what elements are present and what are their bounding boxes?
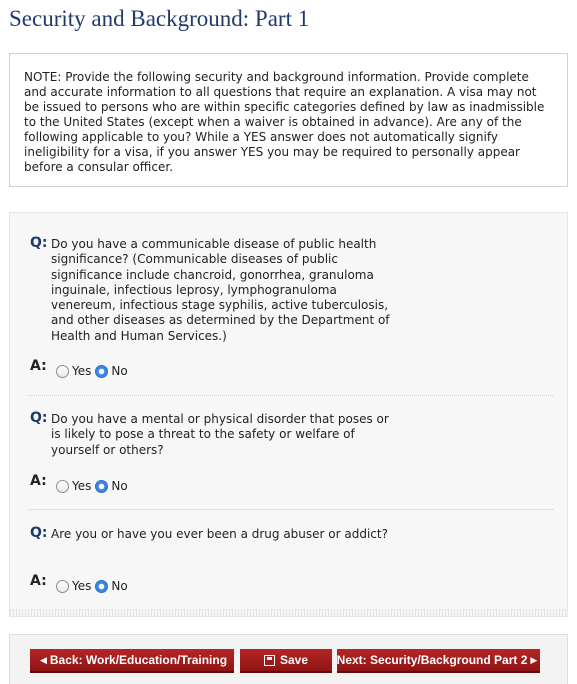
- navigation-bar: [9, 634, 568, 684]
- back-button-label: Back: Work/Education/Training: [49, 653, 228, 667]
- yes-radio[interactable]: [56, 365, 69, 378]
- yes-radio[interactable]: [56, 480, 69, 493]
- question-divider: [28, 395, 553, 396]
- arrow-left-icon: ◀: [39, 654, 47, 665]
- question-1-answer: [56, 363, 132, 379]
- yes-label[interactable]: Yes: [72, 364, 92, 378]
- no-label[interactable]: No: [111, 479, 128, 493]
- yes-radio[interactable]: [56, 580, 69, 593]
- no-radio[interactable]: [95, 480, 108, 493]
- instructions-note: [9, 53, 568, 187]
- save-button-label: Save: [279, 653, 309, 667]
- note-text: NOTE: Provide the following security and background information. Provide complete and accurate information to all questions that require an explanation. A visa may not be issued to persons who are within specific categories defined by law as inadmissible to the United States (except when a waiver is obtained in advance). Are any of the following applicable to you? While a YES answer does not automatically signify ineligibility for a visa, if you answer YES you may be required to personally appear before a consular officer.: [24, 70, 545, 174]
- no-label[interactable]: No: [111, 364, 128, 378]
- floppy-disk-icon: [264, 655, 275, 666]
- a-marker: A:: [30, 473, 47, 489]
- next-button[interactable]: [337, 649, 540, 673]
- yes-label[interactable]: Yes: [72, 479, 92, 493]
- questions-panel: [9, 212, 568, 617]
- question-divider: [28, 509, 553, 510]
- yes-label[interactable]: Yes: [72, 579, 92, 593]
- no-radio[interactable]: [95, 365, 108, 378]
- back-button[interactable]: [30, 649, 234, 673]
- question-3-text: Are you or have you ever been a drug abuser or addict?: [51, 527, 388, 541]
- save-button[interactable]: [240, 649, 332, 673]
- question-1-text: Do you have a communicable disease of public health significance? (Communicable diseases of public significance include chancroid, gonorrhea, granuloma inguinale, infectious leprosy, lymphogranuloma venereum, infectious stage syphilis, active tuberculosis, and other diseases as determined by the Department of Health and Human Services.): [51, 237, 390, 343]
- no-radio[interactable]: [95, 580, 108, 593]
- next-button-label: Next: Security/Background Part 2: [336, 653, 528, 667]
- question-2-answer: [56, 478, 132, 494]
- question-3-answer: [56, 578, 132, 594]
- page-title: Security and Background: Part 1: [9, 6, 310, 31]
- panel-bottom-edge: [10, 609, 567, 616]
- q-marker: Q:: [30, 235, 48, 251]
- question-2-text: Do you have a mental or physical disorder that poses or is likely to pose a threat to the safety or welfare of yourself or others?: [51, 412, 389, 457]
- no-label[interactable]: No: [111, 579, 128, 593]
- q-marker: Q:: [30, 525, 48, 541]
- arrow-right-icon: ▶: [530, 654, 538, 665]
- q-marker: Q:: [30, 410, 48, 426]
- a-marker: A:: [30, 358, 47, 374]
- a-marker: A:: [30, 573, 47, 589]
